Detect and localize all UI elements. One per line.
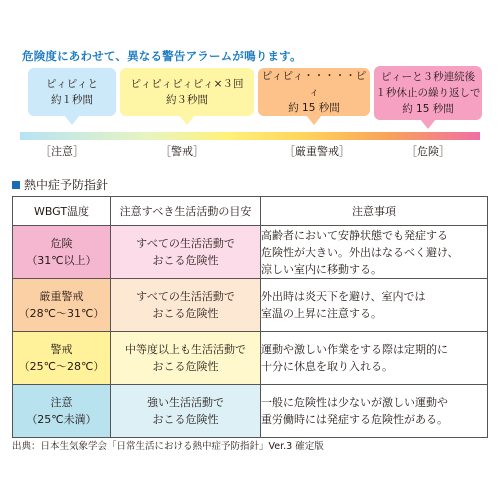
intro-text: 危険度にあわせて、異なる警告アラームが鳴ります。	[22, 49, 302, 63]
table-row	[13, 279, 488, 332]
square-bullet-icon	[12, 181, 20, 189]
alarm-text: ピィピィ・・・・・ピィ 約 15 秒間	[261, 70, 367, 114]
alarm-bubble-warning	[120, 68, 254, 116]
activity-cell: 強い生活活動で おこる危険性	[111, 385, 261, 438]
level-label-caution: ［注意］	[40, 145, 84, 158]
note-cell: 運動や激しい作業をする際は定期的に 十分に休息を取り入れる。	[261, 332, 488, 385]
bubble-tail	[179, 115, 195, 125]
activity-cell: すべての生活活動で おこる危険性	[111, 279, 261, 332]
activity-cell: すべての生活活動で おこる危険性	[111, 226, 261, 279]
alarm-bubbles	[20, 68, 480, 130]
alarm-bubble-severe	[258, 68, 370, 116]
level-label-severe: ［厳重警戒］	[284, 145, 350, 158]
header-notes: 注意事項	[261, 197, 488, 226]
heatstroke-guideline-table	[12, 196, 488, 438]
header-wbgt: WBGT温度	[13, 197, 111, 226]
alarm-text: ピィピィピィピィ×３回 約３秒間	[130, 78, 244, 106]
table-row	[13, 332, 488, 385]
level-label-warning: ［警戒］	[160, 145, 204, 158]
danger-gradient-bar	[20, 132, 480, 140]
table-row	[13, 385, 488, 438]
activity-cell: 中等度以上も生活活動で おこる危険性	[111, 332, 261, 385]
level-cell: 厳重警戒 （28℃〜31℃）	[13, 279, 111, 332]
note-cell: 外出時は炎天下を避け、室内では 室温の上昇に注意する。	[261, 279, 488, 332]
alarm-bubble-danger	[374, 66, 482, 120]
header-activity: 注意すべき生活活動の目安	[111, 197, 261, 226]
level-cell: 警戒 （25℃〜28℃）	[13, 332, 111, 385]
alarm-bubble-caution	[28, 68, 116, 116]
bubble-tail	[306, 115, 322, 125]
level-label-danger: ［危険］	[406, 145, 450, 158]
section-title-text: 熱中症予防指針	[24, 178, 109, 192]
bubble-tail	[420, 119, 436, 129]
section-title	[12, 176, 108, 193]
table-row	[13, 226, 488, 279]
table-header-row	[13, 197, 488, 226]
source-footer: 出典：日本生気象学会「日常生活における熱中症予防指針」Ver.3 確定版	[12, 441, 324, 452]
alarm-text: ピィーと３秒連続後 １秒休止の繰り返しで 約 15 秒間	[375, 71, 481, 115]
note-cell: 一般に危険性は少ないが激しい運動や 重労働時には発症する危険性がある。	[261, 385, 488, 438]
level-cell: 危険 （31℃以上）	[13, 226, 111, 279]
bubble-tail	[64, 115, 80, 125]
alarm-text: ピィピィと 約１秒間	[45, 78, 99, 106]
level-cell: 注意 （25℃未満）	[13, 385, 111, 438]
note-cell: 高齢者において安静状態でも発症する 危険性が大きい。外出はなるべく避け、 涼しい室内に移動する。	[261, 226, 488, 279]
level-labels	[20, 141, 480, 159]
